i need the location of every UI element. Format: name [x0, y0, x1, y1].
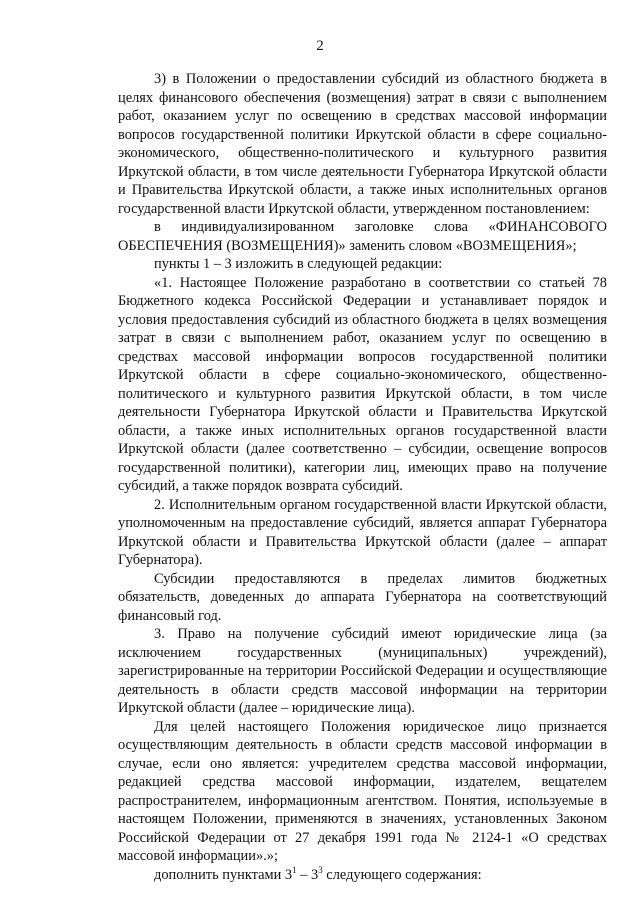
superscript-1: 1 [292, 864, 297, 875]
paragraph-supplement-points [118, 866, 607, 885]
document-body [118, 70, 607, 884]
superscript-3: 3 [318, 864, 323, 875]
page-number: 2 [316, 38, 324, 54]
paragraph-item-3: 3) в Положении о предоставлении субсидий из областного бюджета в целях финансового обеспечения (возмещения) затрат в связи с выполнением работ, оказанием услуг по освещению в средствах массовой информации вопросов государственной политики Иркутской области в сфере социально-экономического, общественно-политического и культурного развития Иркутской области, в том числе деятельности Губернатора Иркутской области и Правительства Иркутской области, а также иных исполнительных органов государственной власти Иркутской области, утвержденном постановлением: [118, 71, 607, 217]
paragraph-point-1: «1. Настоящее Положение разработано в соответствии со статьей 78 Бюджетного кодекса Российской Федерации и устанавливает порядок и условия предоставления субсидий из областного бюджета в целях возмещения затрат в связи с выполнением работ, оказанием услуг по освещению в средствах массовой информации вопросов государственной политики Иркутской области в сфере социально-экономического, общественно-политического и культурного развития Иркутской области, в том числе деятельности Губернатора Иркутской области и Правительства Иркутской области, а также иных исполнительных органов государственной власти Иркутской области (далее соответственно – субсидии, освещение вопросов государственной политики), категории лиц, имеющих право на получение субсидий, а также порядок возврата субсидий. [118, 274, 607, 494]
paragraph-title-replacement: в индивидуализированном заголовке слова «ФИНАНСОВОГО ОБЕСПЕЧЕНИЯ (ВОЗМЕЩЕНИЯ)» заменить словом «ВОЗМЕЩЕНИЯ»; [118, 219, 607, 254]
paragraph-points-intro: пункты 1 – 3 изложить в следующей редакции: [154, 256, 443, 272]
supplement-text-middle: – 3 [296, 866, 319, 883]
paragraph-subsidy-limits: Субсидии предоставляются в пределах лимитов бюджетных обязательств, доведенных до аппарата Губернатора на соответствующий финансовый год. [118, 570, 607, 624]
paragraph-media-definition: Для целей настоящего Положения юридическое лицо признается осуществляющим деятельность в области средств массовой информации в случае, если оно является: учредителем средства массовой информации, редакцией средства массовой информации, издателем, вещателем распространителем, информационным агентством. Понятия, используемые в настоящем Положении, применяются в значениях, установленных Законом Российской Федерации от 27 декабря 1991 года № 2124-1 «О средствах массовой информации».»; [118, 718, 607, 864]
supplement-text-start: дополнить пунктами 3 [154, 866, 293, 883]
paragraph-point-2: 2. Исполнительным органом государственной власти Иркутской области, уполномоченным на предоставление субсидий, является аппарат Губернатора Иркутской области и Правительства Иркутской области (далее – аппарат Губернатора). [118, 496, 607, 568]
supplement-text-end: следующего содержания: [322, 866, 482, 883]
paragraph-point-3: 3. Право на получение субсидий имеют юридические лица (за исключением государственных (муниципальных) учреждений), зарегистрированные на территории Российской Федерации и осуществляющие деятельность в области средств массовой информации на территории Иркутской области (далее – юридические лица). [118, 626, 607, 716]
